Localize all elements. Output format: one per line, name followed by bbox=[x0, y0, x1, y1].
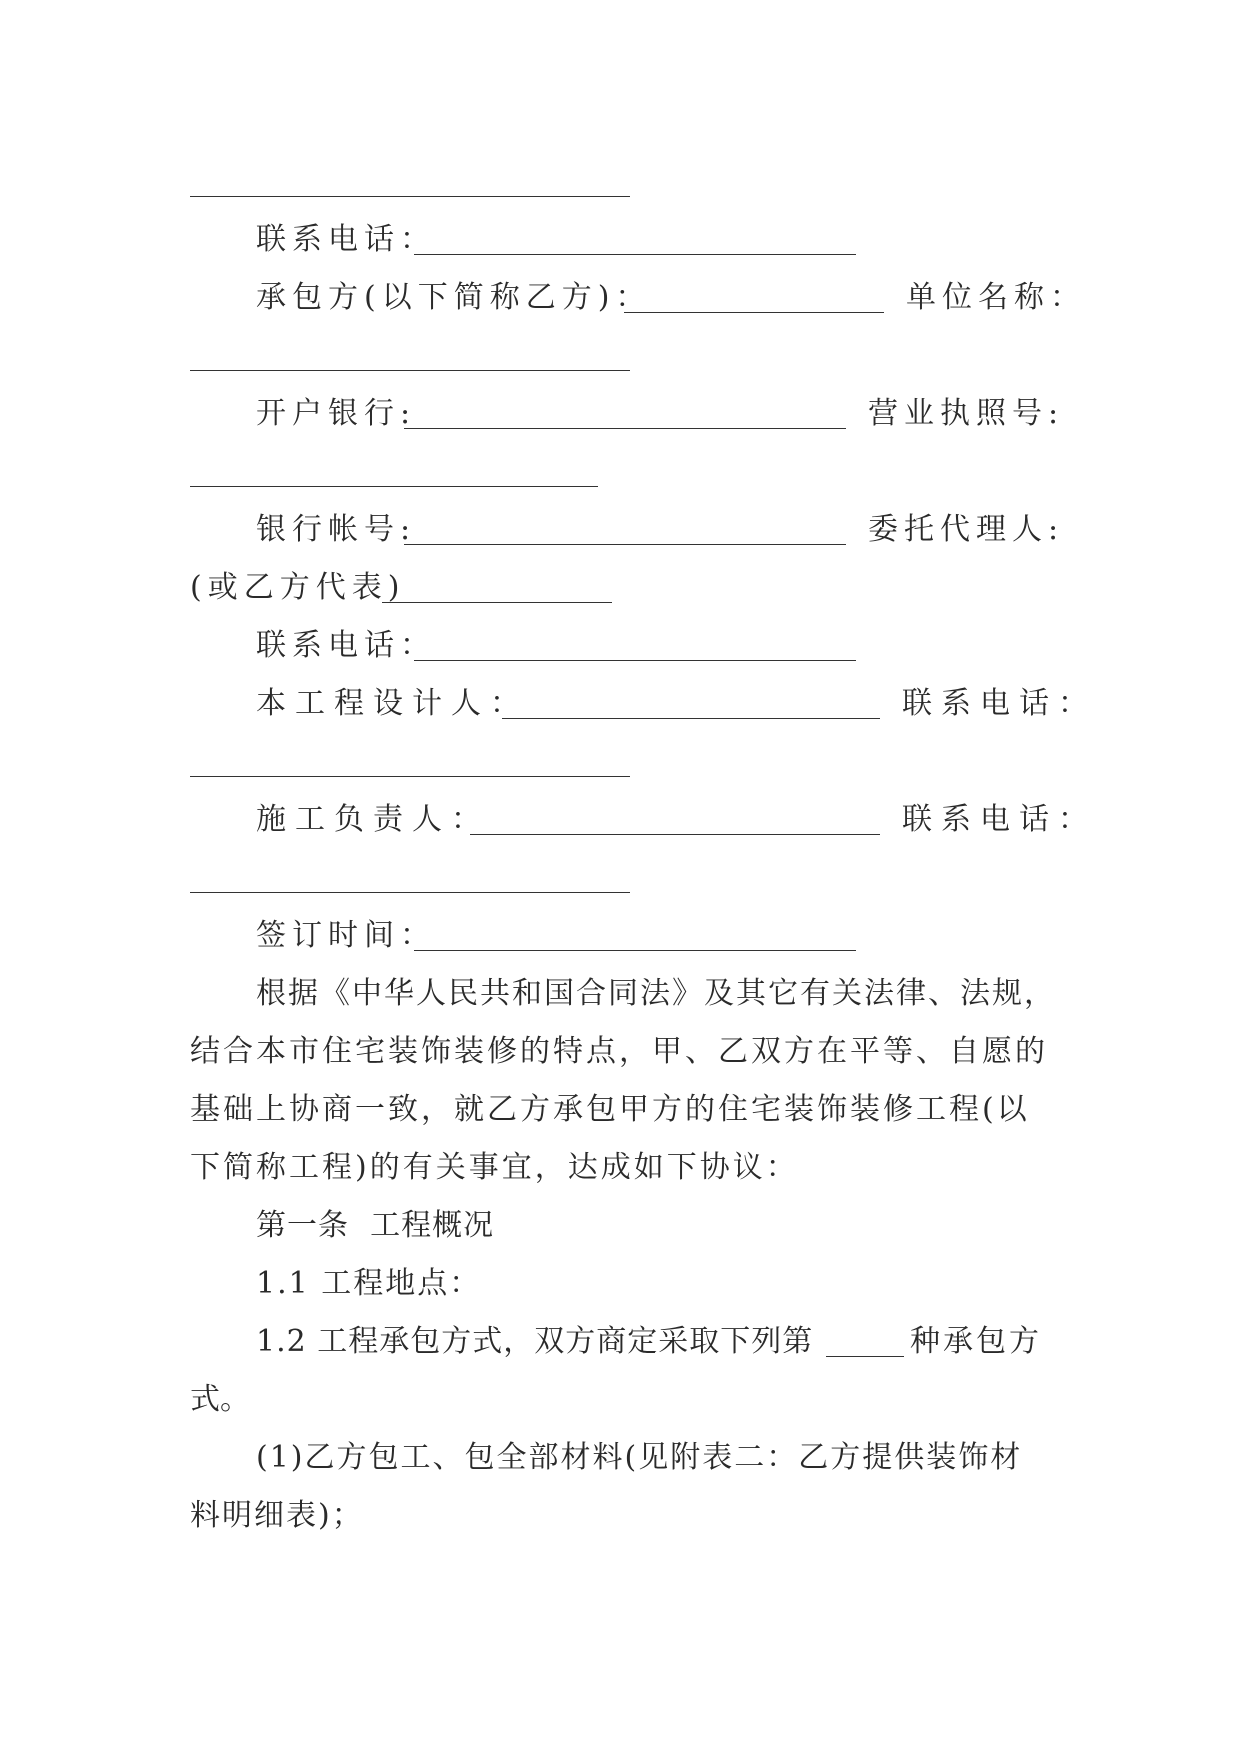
unit-name-label: 单位名称： bbox=[906, 280, 1086, 315]
phone-line-2 bbox=[256, 626, 436, 666]
license-label: 营业执照号: bbox=[868, 396, 1065, 431]
intro-line-1 bbox=[256, 974, 1056, 1014]
contractor-label: 承包方(以下简称乙方)： bbox=[256, 280, 652, 315]
bank-label: 开户银行: bbox=[256, 396, 417, 431]
item-opt1-text-b: 料明细表)； bbox=[190, 1498, 364, 1533]
supervisor-phone-blank[interactable] bbox=[190, 892, 630, 893]
intro-line-3 bbox=[190, 1090, 1030, 1130]
license-blank[interactable] bbox=[190, 486, 598, 487]
phone-label: 联系电话： bbox=[256, 222, 436, 257]
item-opt1-line-a bbox=[256, 1438, 1022, 1478]
supervisor-blank[interactable] bbox=[470, 834, 880, 835]
agent-cont-label: (或乙方代表) bbox=[190, 570, 406, 605]
item-1-2-text-c: 式。 bbox=[190, 1382, 250, 1417]
item-1-2-blank[interactable] bbox=[826, 1356, 904, 1357]
item-1-2-text-b: 种承包方 bbox=[910, 1324, 1042, 1359]
supervisor-phone-line bbox=[902, 800, 1097, 840]
supervisor-line bbox=[256, 800, 490, 840]
item-1-2-line-b bbox=[910, 1322, 1042, 1362]
bank-line bbox=[256, 394, 416, 434]
designer-blank[interactable] bbox=[502, 718, 880, 719]
supervisor-phone-label: 联系电话： bbox=[902, 802, 1097, 837]
designer-phone-label: 联系电话： bbox=[902, 686, 1097, 721]
sign-time-label: 签订时间： bbox=[256, 918, 436, 953]
unit-name-line bbox=[906, 278, 1086, 318]
sign-time-blank[interactable] bbox=[414, 950, 856, 951]
item-opt1-text-a: (1)乙方包工、包全部材料(见附表二：乙方提供装饰材 bbox=[256, 1440, 1023, 1475]
phone-label-2: 联系电话： bbox=[256, 628, 436, 663]
item-1-1-text: 1.1 工程地点： bbox=[256, 1266, 482, 1301]
designer-line bbox=[256, 684, 529, 724]
account-line bbox=[256, 510, 416, 550]
agent-line bbox=[868, 510, 1064, 550]
phone-line-1 bbox=[256, 220, 436, 260]
article-1-heading bbox=[256, 1206, 494, 1246]
designer-label: 本工程设计人： bbox=[256, 686, 529, 721]
blank-line bbox=[190, 196, 630, 197]
unit-name-blank[interactable] bbox=[190, 370, 630, 371]
item-1-2-line bbox=[256, 1322, 813, 1362]
sign-time-line bbox=[256, 916, 436, 956]
designer-phone-line bbox=[902, 684, 1097, 724]
account-label: 银行帐号: bbox=[256, 512, 417, 547]
supervisor-label: 施工负责人： bbox=[256, 802, 490, 837]
item-1-2-text-a: 1.2 工程承包方式，双方商定采取下列第 bbox=[256, 1324, 814, 1359]
designer-phone-blank[interactable] bbox=[190, 776, 630, 777]
agent-label: 委托代理人: bbox=[868, 512, 1065, 547]
bank-blank[interactable] bbox=[404, 428, 846, 429]
intro-text-3: 基础上协商一致，就乙方承包甲方的住宅装饰装修工程(以 bbox=[190, 1092, 1030, 1127]
phone-blank[interactable] bbox=[414, 254, 856, 255]
item-opt1-line-b bbox=[190, 1496, 364, 1536]
intro-text-1: 根据《中华人民共和国合同法》及其它有关法律、法规， bbox=[256, 976, 1056, 1011]
intro-line-4 bbox=[190, 1148, 799, 1188]
contractor-blank[interactable] bbox=[624, 312, 884, 313]
item-1-1-line bbox=[256, 1264, 481, 1304]
phone-blank-2[interactable] bbox=[414, 660, 856, 661]
agent-cont-line bbox=[190, 568, 405, 608]
intro-line-2 bbox=[190, 1032, 1048, 1072]
intro-text-4: 下简称工程)的有关事宜，达成如下协议： bbox=[190, 1150, 799, 1185]
article-1-title: 第一条 工程概况 bbox=[256, 1208, 495, 1243]
contractor-line bbox=[256, 278, 651, 318]
license-line bbox=[868, 394, 1064, 434]
account-blank[interactable] bbox=[404, 544, 846, 545]
intro-text-2: 结合本市住宅装饰装修的特点，甲、乙双方在平等、自愿的 bbox=[190, 1034, 1048, 1069]
agent-blank[interactable] bbox=[382, 602, 612, 603]
item-1-2-line-c bbox=[190, 1380, 250, 1420]
